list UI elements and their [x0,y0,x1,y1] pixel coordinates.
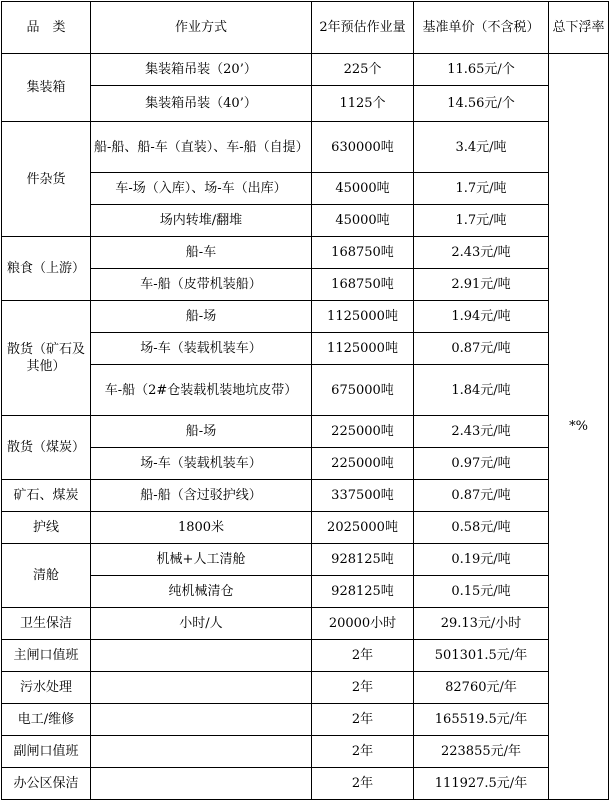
category-cell: 清舱 [2,544,91,608]
table-row [2,301,609,333]
category-cell: 卫生保洁 [2,608,91,640]
table-row [2,512,609,544]
price-cell: 223855元/年 [414,736,549,768]
volume-cell: 168750吨 [312,269,414,301]
price-cell: 0.58元/吨 [414,512,549,544]
method-cell [91,704,312,736]
volume-cell: 675000吨 [312,365,414,416]
table-row [2,365,609,416]
method-cell [91,768,312,800]
price-cell: 11.65元/个 [414,54,549,86]
category-cell: 副闸口值班 [2,736,91,768]
table-row [2,122,609,173]
price-cell: 0.87元/吨 [414,333,549,365]
method-cell: 机械+人工清舱 [91,544,312,576]
volume-cell: 225000吨 [312,448,414,480]
volume-cell: 337500吨 [312,480,414,512]
table-row [2,237,609,269]
category-cell: 散货（矿石及其他） [2,301,91,416]
method-cell [91,736,312,768]
table-row [2,416,609,448]
method-cell: 车-船（2#仓装载机装地坑皮带） [91,365,312,416]
method-cell: 船-车 [91,237,312,269]
method-cell: 小时/人 [91,608,312,640]
table-row [2,672,609,704]
price-cell: 1.84元/吨 [414,365,549,416]
header-volume: 2年预估作业量 [312,2,414,54]
table-row [2,448,609,480]
method-cell: 船-船（含过驳护线） [91,480,312,512]
volume-cell: 928125吨 [312,544,414,576]
category-cell: 主闸口值班 [2,640,91,672]
volume-cell: 1125000吨 [312,333,414,365]
header-row [2,2,609,54]
price-cell: 3.4元/吨 [414,122,549,173]
price-cell: 2.43元/吨 [414,416,549,448]
method-cell: 1800米 [91,512,312,544]
volume-cell: 630000吨 [312,122,414,173]
volume-cell: 2年 [312,704,414,736]
table-row [2,205,609,237]
volume-cell: 20000小时 [312,608,414,640]
volume-cell: 225000吨 [312,416,414,448]
method-cell: 车-船（皮带机装船） [91,269,312,301]
category-cell: 散货（煤炭） [2,416,91,480]
method-cell: 车-场（入库）、场-车（出库） [91,173,312,205]
table-row [2,544,609,576]
method-cell [91,672,312,704]
header-float-rate: 总下浮率 [549,2,609,54]
volume-cell: 2025000吨 [312,512,414,544]
method-cell: 场内转堆/翻堆 [91,205,312,237]
category-cell: 办公区保洁 [2,768,91,800]
header-price: 基准单价（不含税） [414,2,549,54]
table-row [2,608,609,640]
category-cell: 污水处理 [2,672,91,704]
table-row [2,576,609,608]
price-cell: 0.97元/吨 [414,448,549,480]
volume-cell: 2年 [312,672,414,704]
price-cell: 165519.5元/年 [414,704,549,736]
volume-cell: 45000吨 [312,205,414,237]
volume-cell: 1125000吨 [312,301,414,333]
price-cell: 14.56元/个 [414,86,549,122]
method-cell: 纯机械清仓 [91,576,312,608]
category-cell: 粮食（上游） [2,237,91,301]
price-cell: 82760元/年 [414,672,549,704]
table-row [2,640,609,672]
table-row [2,736,609,768]
table-row [2,704,609,736]
price-cell: 2.43元/吨 [414,237,549,269]
price-cell: 0.87元/吨 [414,480,549,512]
table-row [2,768,609,800]
price-cell: 1.7元/吨 [414,173,549,205]
float-rate-cell: *% [549,54,609,800]
method-cell: 集装箱吊装（20’） [91,54,312,86]
method-cell: 场-车（装载机装车） [91,448,312,480]
price-cell: 0.15元/吨 [414,576,549,608]
price-cell: 1.7元/吨 [414,205,549,237]
category-cell: 护线 [2,512,91,544]
price-cell: 111927.5元/年 [414,768,549,800]
method-cell: 船-场 [91,416,312,448]
volume-cell: 45000吨 [312,173,414,205]
volume-cell: 168750吨 [312,237,414,269]
header-category: 品 类 [2,2,91,54]
price-cell: 0.19元/吨 [414,544,549,576]
price-cell: 2.91元/吨 [414,269,549,301]
table-row [2,480,609,512]
method-cell: 船-场 [91,301,312,333]
table-row [2,269,609,301]
method-cell: 船-船、船-车（直装）、车-船（自提） [91,122,312,173]
table-row [2,333,609,365]
table-row [2,54,609,86]
header-method: 作业方式 [91,2,312,54]
method-cell [91,640,312,672]
method-cell: 集装箱吊装（40’） [91,86,312,122]
table-row [2,173,609,205]
volume-cell: 1125个 [312,86,414,122]
price-cell: 501301.5元/年 [414,640,549,672]
volume-cell: 2年 [312,640,414,672]
category-cell: 件杂货 [2,122,91,237]
volume-cell: 2年 [312,768,414,800]
volume-cell: 225个 [312,54,414,86]
method-cell: 场-车（装载机装车） [91,333,312,365]
category-cell: 集装箱 [2,54,91,122]
pricing-table [1,1,609,800]
volume-cell: 928125吨 [312,576,414,608]
category-cell: 矿石、煤炭 [2,480,91,512]
volume-cell: 2年 [312,736,414,768]
category-cell: 电工/维修 [2,704,91,736]
price-cell: 1.94元/吨 [414,301,549,333]
table-row [2,86,609,122]
price-cell: 29.13元/小时 [414,608,549,640]
